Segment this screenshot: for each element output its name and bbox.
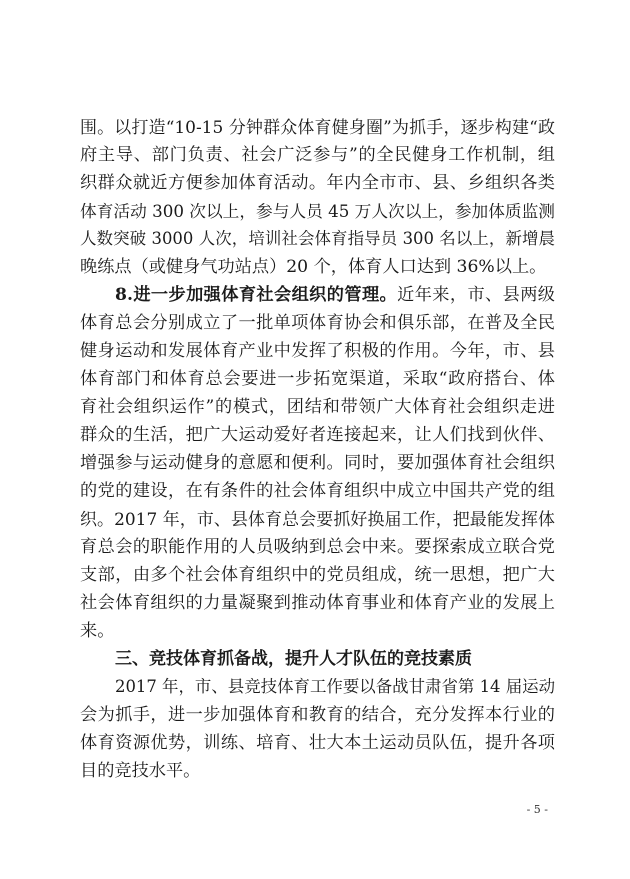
para2-line-9: 织。2017 年，市、县体育总会要抓好换届工作，把最能发挥体 xyxy=(80,509,555,529)
para3-line-1: 2017 年，市、县竞技体育工作要以备战甘肃省第 14 届运动 xyxy=(115,677,556,696)
para2-line-6: 群众的生活，把广大运动爱好者连接起来，让人们找到伙伴、 xyxy=(80,425,555,445)
para2-line-10: 育总会的职能作用的人员吸纳到总会中来。要探索成立联合党 xyxy=(80,537,555,557)
para2-line-12: 社会体育组织的力量凝聚到推动体育事业和体育产业的发展上 xyxy=(80,593,555,613)
para2-line-8: 的党的建设，在有条件的社会体育组织中成立中国共产党的组 xyxy=(80,481,555,501)
para1-line-3: 织群众就近方便参加体育活动。年内全市市、县、乡组织各类 xyxy=(80,173,555,193)
para2-line-7: 增强参与运动健身的意愿和便利。同时，要加强体育社会组织 xyxy=(80,453,555,473)
para1-line-1: 围。以打造“10-15 分钟群众体育健身圈”为抓手，逐步构建“政 xyxy=(80,117,555,137)
para2-heading: 8.进一步加强体育社会组织的管理。 xyxy=(115,285,398,305)
para1-line-6: 晚练点（或健身气功站点）20 个，体育人口达到 36%以上。 xyxy=(80,257,547,277)
para2-line-1 xyxy=(115,283,555,309)
para1-line-5: 人数突破 3000 人次，培训社会体育指导员 300 名以上，新增晨 xyxy=(80,229,555,248)
para1-line-4: 体育活动 300 次以上，参与人员 45 万人次以上，参加体质监测 xyxy=(80,201,555,221)
para3-line-3: 体育资源优势，训练、培育、壮大本土运动员队伍，提升各项 xyxy=(80,733,555,753)
page-number: - 5 - xyxy=(526,803,548,816)
para2-first-rest: 近年来，市、县两级 xyxy=(397,285,555,305)
para3-line-4: 目的竞技水平。 xyxy=(80,761,201,781)
section-heading: 三、竞技体育抓备战，提升人才队伍的竞技素质 xyxy=(115,649,472,669)
para2-line-5: 育社会组织运作”的模式，团结和带领广大体育社会组织走进 xyxy=(80,397,555,417)
para3-line-2: 会为抓手，进一步加强体育和教育的结合，充分发挥本行业的 xyxy=(80,705,555,725)
para2-line-4: 体育部门和体育总会要进一步拓宽渠道，采取“政府搭台、体 xyxy=(80,369,555,389)
para2-line-3: 健身运动和发展体育产业中发挥了积极的作用。今年，市、县 xyxy=(80,341,555,361)
para1-line-2: 府主导、部门负责、社会广泛参与”的全民健身工作机制，组 xyxy=(80,145,555,165)
para2-line-11: 支部，由多个社会体育组织中的党员组成，统一思想，把广大 xyxy=(80,565,555,585)
para2-line-2: 体育总会分别成立了一批单项体育协会和俱乐部，在普及全民 xyxy=(80,313,555,333)
para2-line-13: 来。 xyxy=(80,621,115,641)
